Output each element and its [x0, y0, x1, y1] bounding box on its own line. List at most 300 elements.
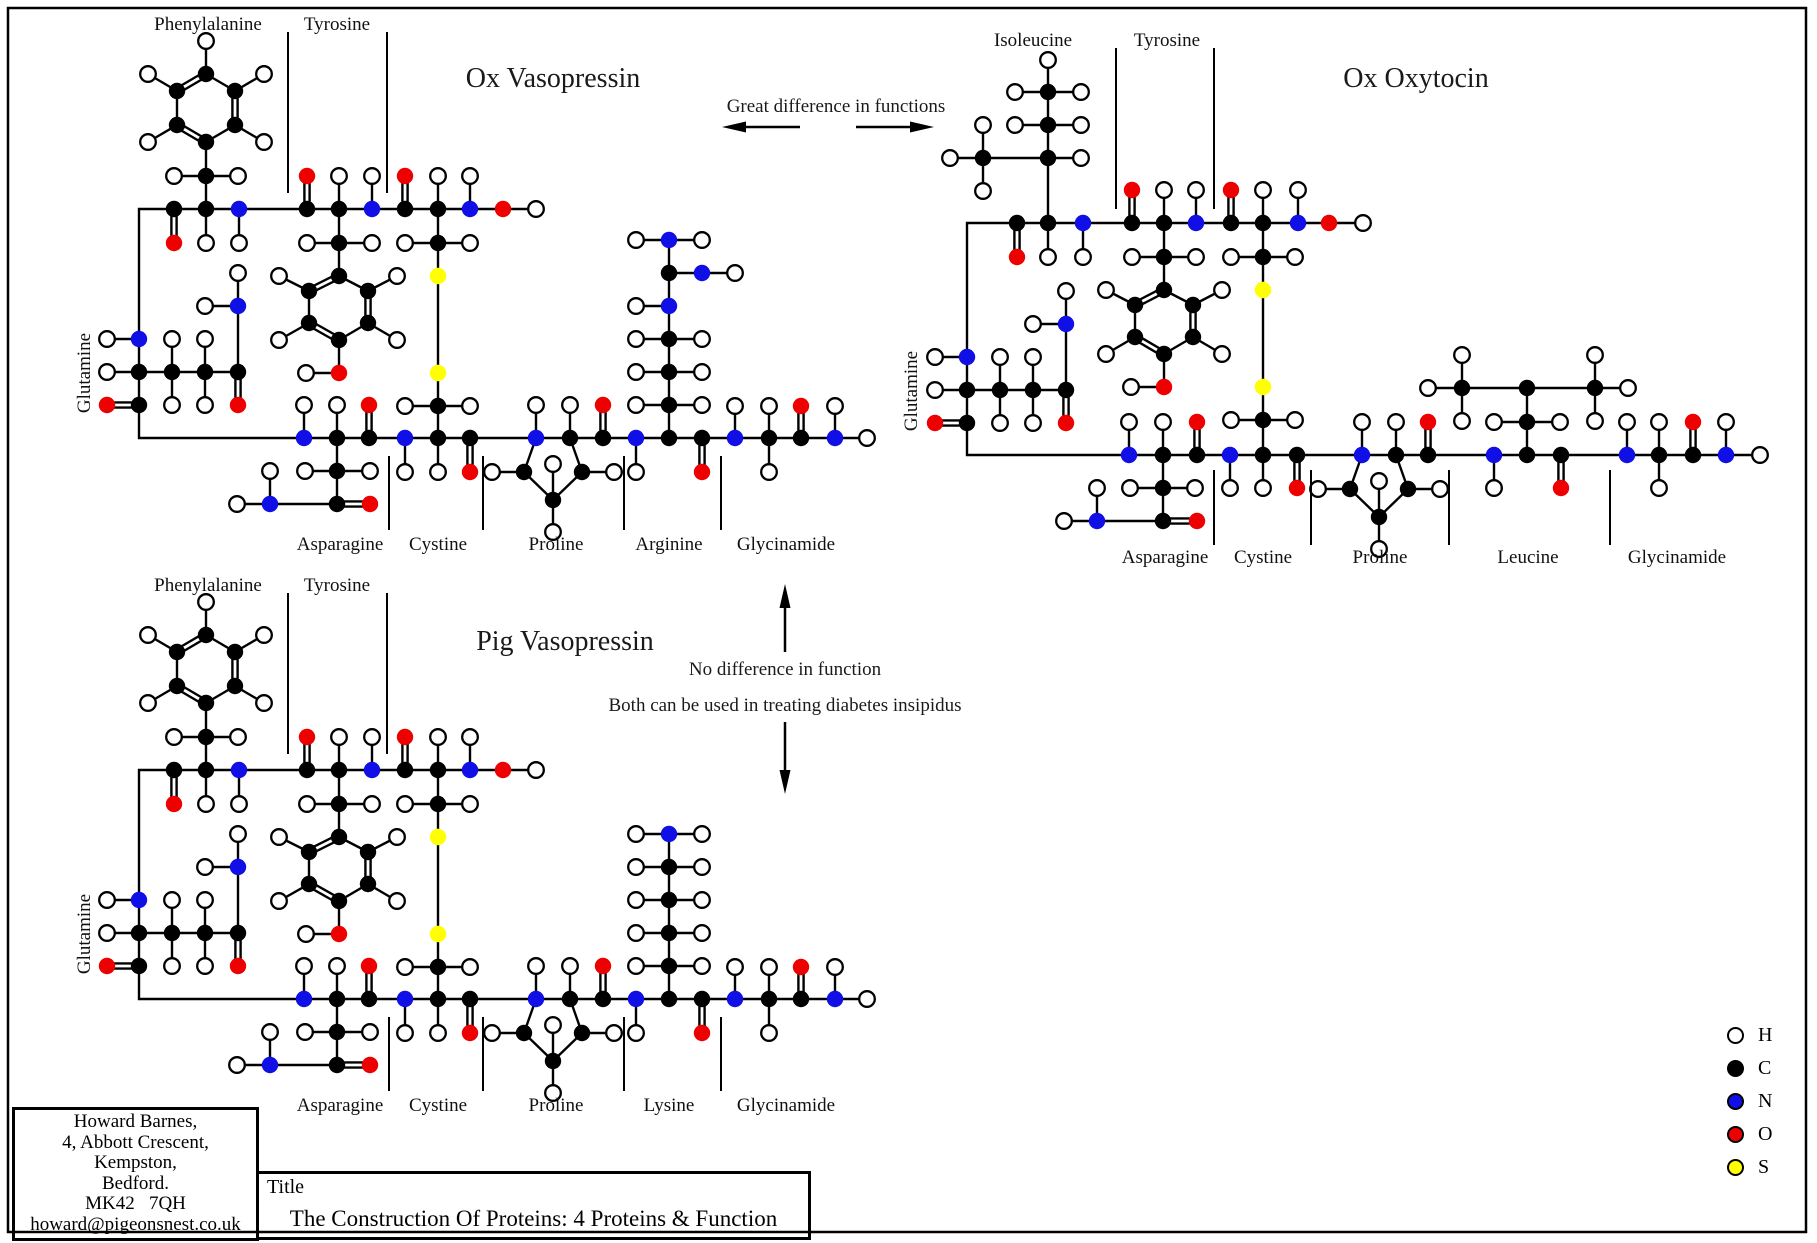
atom-N: [1718, 447, 1734, 463]
atom-H: [1007, 84, 1023, 100]
atom-C: [793, 991, 809, 1007]
atom-O: [362, 496, 378, 512]
atom-O: [166, 235, 182, 251]
atom-H: [694, 958, 710, 974]
atom-C: [1155, 447, 1171, 463]
atom-N: [727, 430, 743, 446]
atom-S: [1255, 282, 1271, 298]
atom-H: [389, 893, 405, 909]
atom-C: [1289, 447, 1305, 463]
oxygen-swatch-icon: [1727, 1126, 1744, 1143]
atom-H: [628, 859, 644, 875]
atom-S: [430, 926, 446, 942]
atom-O: [166, 796, 182, 812]
atom-C: [169, 83, 185, 99]
atom-H: [262, 1024, 278, 1040]
bond: [139, 966, 304, 999]
atom-H: [230, 168, 246, 184]
atom-H: [99, 892, 115, 908]
atom-C: [197, 364, 213, 380]
atom-H: [859, 430, 875, 446]
atom-C: [545, 492, 561, 508]
atom-H: [528, 201, 544, 217]
atom-H: [694, 397, 710, 413]
atom-H: [1007, 117, 1023, 133]
address-line: Bedford.: [101, 1172, 169, 1194]
atom-C: [595, 991, 611, 1007]
great-difference-annotation: Great difference in functions: [726, 96, 946, 117]
atom-H: [197, 859, 213, 875]
atom-H: [1073, 117, 1089, 133]
atom-C: [661, 265, 677, 281]
residue-label: Proline: [1352, 547, 1408, 568]
atom-H: [1089, 480, 1105, 496]
atom-C: [1040, 84, 1056, 100]
atom-O: [1156, 379, 1172, 395]
atom-H: [1025, 415, 1041, 431]
legend-label: S: [1758, 1156, 1770, 1178]
atom-H: [1058, 283, 1074, 299]
atom-N: [727, 991, 743, 1007]
atom-C: [361, 991, 377, 1007]
atom-O: [99, 397, 115, 413]
atom-H: [761, 1025, 777, 1041]
atom-H: [271, 268, 287, 284]
atom-H: [462, 959, 478, 975]
atom-H: [397, 1025, 413, 1041]
atom-H: [197, 958, 213, 974]
atom-N: [296, 430, 312, 446]
atom-C: [1255, 412, 1271, 428]
atom-H: [462, 168, 478, 184]
atom-C: [227, 644, 243, 660]
atom-H: [694, 826, 710, 842]
atom-H: [256, 134, 272, 150]
atom-H: [256, 66, 272, 82]
atom-C: [430, 762, 446, 778]
page-border: [8, 8, 1806, 1232]
atom-H: [166, 729, 182, 745]
atom-C: [661, 925, 677, 941]
atom-H: [389, 829, 405, 845]
atom-C: [992, 382, 1008, 398]
atom-S: [1255, 379, 1271, 395]
atom-H: [1214, 282, 1230, 298]
address-line: Kempston,: [94, 1152, 177, 1173]
atom-H: [528, 958, 544, 974]
atom-C: [198, 201, 214, 217]
aminoacid-top-label: Tyrosine: [303, 575, 371, 596]
atom-O: [362, 1057, 378, 1073]
atom-N: [131, 331, 147, 347]
atom-C: [574, 464, 590, 480]
atom-H: [727, 959, 743, 975]
atom-H: [397, 398, 413, 414]
atom-C: [331, 332, 347, 348]
atom-C: [562, 430, 578, 446]
atom-C: [661, 892, 677, 908]
atom-H: [761, 398, 777, 414]
atom-H: [628, 958, 644, 974]
atom-N: [262, 496, 278, 512]
atom-H: [1420, 380, 1436, 396]
atom-N: [661, 298, 677, 314]
atom-C: [1156, 346, 1172, 362]
atom-H: [727, 398, 743, 414]
atom-H: [1432, 481, 1448, 497]
atom-H: [628, 1025, 644, 1041]
atom-C: [131, 925, 147, 941]
atom-H: [362, 463, 378, 479]
atom-H: [628, 364, 644, 380]
atom-H: [1075, 249, 1091, 265]
residue-label: Lysine: [643, 1095, 695, 1116]
atom-H: [140, 134, 156, 150]
atom-S: [430, 268, 446, 284]
atom-C: [397, 201, 413, 217]
nitrogen-swatch-icon: [1727, 1093, 1744, 1110]
atom-H: [299, 796, 315, 812]
aminoacid-top-label: Isoleucine: [993, 30, 1073, 51]
atom-H: [628, 298, 644, 314]
atom-H: [1752, 447, 1768, 463]
atom-C: [301, 844, 317, 860]
title-block: [256, 1171, 811, 1240]
atom-H: [628, 826, 644, 842]
atom-O: [1058, 415, 1074, 431]
atom-C: [1185, 297, 1201, 313]
atom-C: [329, 1024, 345, 1040]
atom-C: [198, 729, 214, 745]
atom-H: [297, 1024, 313, 1040]
atom-H: [1486, 480, 1502, 496]
atom-N: [528, 430, 544, 446]
atom-H: [1025, 316, 1041, 332]
atom-H: [198, 33, 214, 49]
atom-H: [256, 627, 272, 643]
atom-O: [462, 1025, 478, 1041]
atom-O: [299, 729, 315, 745]
atom-H: [231, 235, 247, 251]
atom-H: [694, 331, 710, 347]
atom-H: [827, 959, 843, 975]
atom-H: [230, 826, 246, 842]
atom-C: [329, 496, 345, 512]
atom-C: [197, 925, 213, 941]
atom-C: [329, 463, 345, 479]
atom-H: [397, 959, 413, 975]
atom-C: [360, 844, 376, 860]
atom-H: [528, 762, 544, 778]
title-block-label: Title: [267, 1176, 305, 1198]
atom-H: [694, 925, 710, 941]
atom-C: [301, 315, 317, 331]
atom-O: [1189, 513, 1205, 529]
atom-C: [1255, 447, 1271, 463]
atom-H: [1040, 52, 1056, 68]
atom-N: [528, 991, 544, 1007]
atom-H: [992, 415, 1008, 431]
atom-H: [827, 398, 843, 414]
annotation-arrow-head-icon: [722, 122, 746, 133]
atom-O: [1009, 249, 1025, 265]
atom-C: [430, 796, 446, 812]
atom-H: [859, 991, 875, 1007]
bond: [139, 405, 304, 438]
pig-vasopressin-title: Pig Vasopressin: [476, 626, 654, 657]
atom-H: [271, 332, 287, 348]
atom-H: [1619, 414, 1635, 430]
atom-H: [1073, 84, 1089, 100]
legend-label: N: [1758, 1090, 1773, 1112]
atom-H: [1098, 346, 1114, 362]
atom-H: [198, 594, 214, 610]
atom-H: [99, 364, 115, 380]
atom-H: [1223, 412, 1239, 428]
atom-N: [462, 201, 478, 217]
atom-H: [1187, 480, 1203, 496]
aminoacid-top-label: Phenylalanine: [154, 575, 262, 596]
atom-H: [198, 796, 214, 812]
atom-O: [1223, 182, 1239, 198]
atom-C: [331, 268, 347, 284]
atom-H: [397, 796, 413, 812]
atom-H: [397, 235, 413, 251]
atom-C: [430, 398, 446, 414]
atom-H: [1310, 481, 1326, 497]
atom-C: [1454, 380, 1470, 396]
atom-N: [661, 232, 677, 248]
atom-H: [430, 168, 446, 184]
atom-H: [1371, 473, 1387, 489]
legend-label: O: [1758, 1123, 1773, 1145]
atom-C: [331, 796, 347, 812]
atom-C: [299, 762, 315, 778]
atom-H: [1290, 182, 1306, 198]
atom-H: [430, 729, 446, 745]
atom-H: [628, 464, 644, 480]
atom-H: [1188, 182, 1204, 198]
atom-H: [198, 235, 214, 251]
atom-H: [628, 397, 644, 413]
atom-O: [99, 958, 115, 974]
atom-O: [1553, 480, 1569, 496]
atom-H: [545, 456, 561, 472]
atom-H: [462, 796, 478, 812]
atom-O: [361, 397, 377, 413]
atom-N: [462, 762, 478, 778]
atom-H: [992, 349, 1008, 365]
atom-C: [360, 876, 376, 892]
atom-H: [296, 397, 312, 413]
atom-H: [1121, 414, 1137, 430]
atom-C: [331, 201, 347, 217]
atom-C: [462, 430, 478, 446]
atom-H: [1223, 249, 1239, 265]
atom-N: [1486, 447, 1502, 463]
atom-H: [230, 729, 246, 745]
atom-C: [329, 991, 345, 1007]
atom-H: [1454, 347, 1470, 363]
atom-N: [230, 298, 246, 314]
atom-C: [329, 1057, 345, 1073]
atom-C: [694, 991, 710, 1007]
atom-H: [362, 1024, 378, 1040]
address-line: MK42 7QH: [85, 1193, 186, 1214]
atom-H: [397, 464, 413, 480]
atom-C: [1127, 329, 1143, 345]
atom-H: [727, 265, 743, 281]
atom-H: [628, 892, 644, 908]
diabetes-annotation: Both can be used in treating diabetes insipidus: [608, 695, 962, 716]
aminoacid-top-label: Tyrosine: [1133, 30, 1201, 51]
bond: [139, 209, 174, 339]
atom-H: [462, 235, 478, 251]
atom-C: [1040, 117, 1056, 133]
atom-C: [574, 1025, 590, 1041]
atom-H: [164, 958, 180, 974]
legend-item-hydrogen: [1727, 1019, 1772, 1052]
residue-label: Cystine: [408, 534, 468, 555]
atom-H: [1056, 513, 1072, 529]
atom-H: [628, 331, 644, 347]
residue-label: Cystine: [408, 1095, 468, 1116]
atom-C: [301, 283, 317, 299]
atom-C: [397, 762, 413, 778]
atom-C: [1255, 249, 1271, 265]
atom-C: [169, 678, 185, 694]
atom-C: [1156, 249, 1172, 265]
atom-H: [1620, 380, 1636, 396]
atom-C: [1155, 480, 1171, 496]
atom-H: [1388, 414, 1404, 430]
atom-H: [1354, 414, 1370, 430]
atom-N: [397, 991, 413, 1007]
atom-H: [606, 464, 622, 480]
atom-H: [1287, 412, 1303, 428]
atom-C: [1223, 215, 1239, 231]
atom-H: [271, 893, 287, 909]
atom-H: [197, 331, 213, 347]
atom-C: [1685, 447, 1701, 463]
atom-C: [793, 430, 809, 446]
no-difference-annotation: No difference in function: [688, 659, 882, 680]
atom-N: [131, 892, 147, 908]
atom-H: [140, 695, 156, 711]
annotation-arrow-head-icon: [910, 122, 934, 133]
atom-O: [595, 397, 611, 413]
atom-H: [299, 235, 315, 251]
atom-C: [227, 117, 243, 133]
atom-H: [140, 66, 156, 82]
atom-H: [1255, 480, 1271, 496]
atom-C: [1127, 297, 1143, 313]
atom-H: [1188, 249, 1204, 265]
atom-H: [296, 958, 312, 974]
atom-O: [694, 464, 710, 480]
atom-H: [329, 958, 345, 974]
atom-H: [229, 1057, 245, 1073]
atom-H: [99, 925, 115, 941]
atom-N: [1058, 316, 1074, 332]
atom-H: [1587, 347, 1603, 363]
legend-label: C: [1758, 1057, 1772, 1079]
atom-C: [661, 859, 677, 875]
atom-N: [231, 201, 247, 217]
atom-C: [1371, 509, 1387, 525]
atom-N: [1222, 447, 1238, 463]
glutamine-side-label: Glutamine: [74, 332, 95, 414]
atom-C: [1025, 382, 1041, 398]
atom-N: [230, 859, 246, 875]
atom-H: [975, 117, 991, 133]
atom-N: [364, 201, 380, 217]
atom-H: [297, 463, 313, 479]
atom-H: [1156, 182, 1172, 198]
atom-H: [364, 796, 380, 812]
atom-C: [360, 283, 376, 299]
residue-label: Glycinamide: [736, 534, 836, 555]
atom-C: [694, 430, 710, 446]
atom-C: [661, 958, 677, 974]
atom-O: [793, 398, 809, 414]
atom-H: [1718, 414, 1734, 430]
atom-C: [169, 117, 185, 133]
atom-H: [256, 695, 272, 711]
atom-H: [1651, 414, 1667, 430]
atom-H: [1098, 282, 1114, 298]
atom-C: [331, 829, 347, 845]
atom-H: [1255, 182, 1271, 198]
atom-O: [1289, 480, 1305, 496]
page-title: The Construction Of Proteins: 4 Proteins & Function: [289, 1206, 778, 1231]
atom-O: [1189, 414, 1205, 430]
atom-N: [1619, 447, 1635, 463]
atom-H: [99, 331, 115, 347]
atom-H: [1287, 249, 1303, 265]
atom-C: [164, 925, 180, 941]
atom-C: [198, 695, 214, 711]
atom-C: [430, 430, 446, 446]
atom-C: [360, 315, 376, 331]
atom-C: [1388, 447, 1404, 463]
atom-C: [959, 382, 975, 398]
residue-label: Leucine: [1497, 547, 1559, 568]
atom-H: [462, 729, 478, 745]
atom-H: [164, 892, 180, 908]
atom-N: [1354, 447, 1370, 463]
atom-H: [528, 397, 544, 413]
atom-H: [484, 464, 500, 480]
atom-H: [761, 464, 777, 480]
atom-H: [761, 959, 777, 975]
residue-label: Proline: [528, 1095, 584, 1116]
atom-C: [761, 430, 777, 446]
atom-H: [140, 627, 156, 643]
atom-H: [164, 331, 180, 347]
atom-C: [198, 762, 214, 778]
atom-H: [1486, 414, 1502, 430]
atom-C: [164, 364, 180, 380]
atom-C: [430, 235, 446, 251]
atom-C: [661, 364, 677, 380]
atom-O: [397, 168, 413, 184]
atom-O: [495, 201, 511, 217]
address-line: howard@pigeonsnest.co.uk: [30, 1213, 241, 1235]
atom-O: [927, 415, 943, 431]
atom-C: [975, 150, 991, 166]
atom-O: [1321, 215, 1337, 231]
